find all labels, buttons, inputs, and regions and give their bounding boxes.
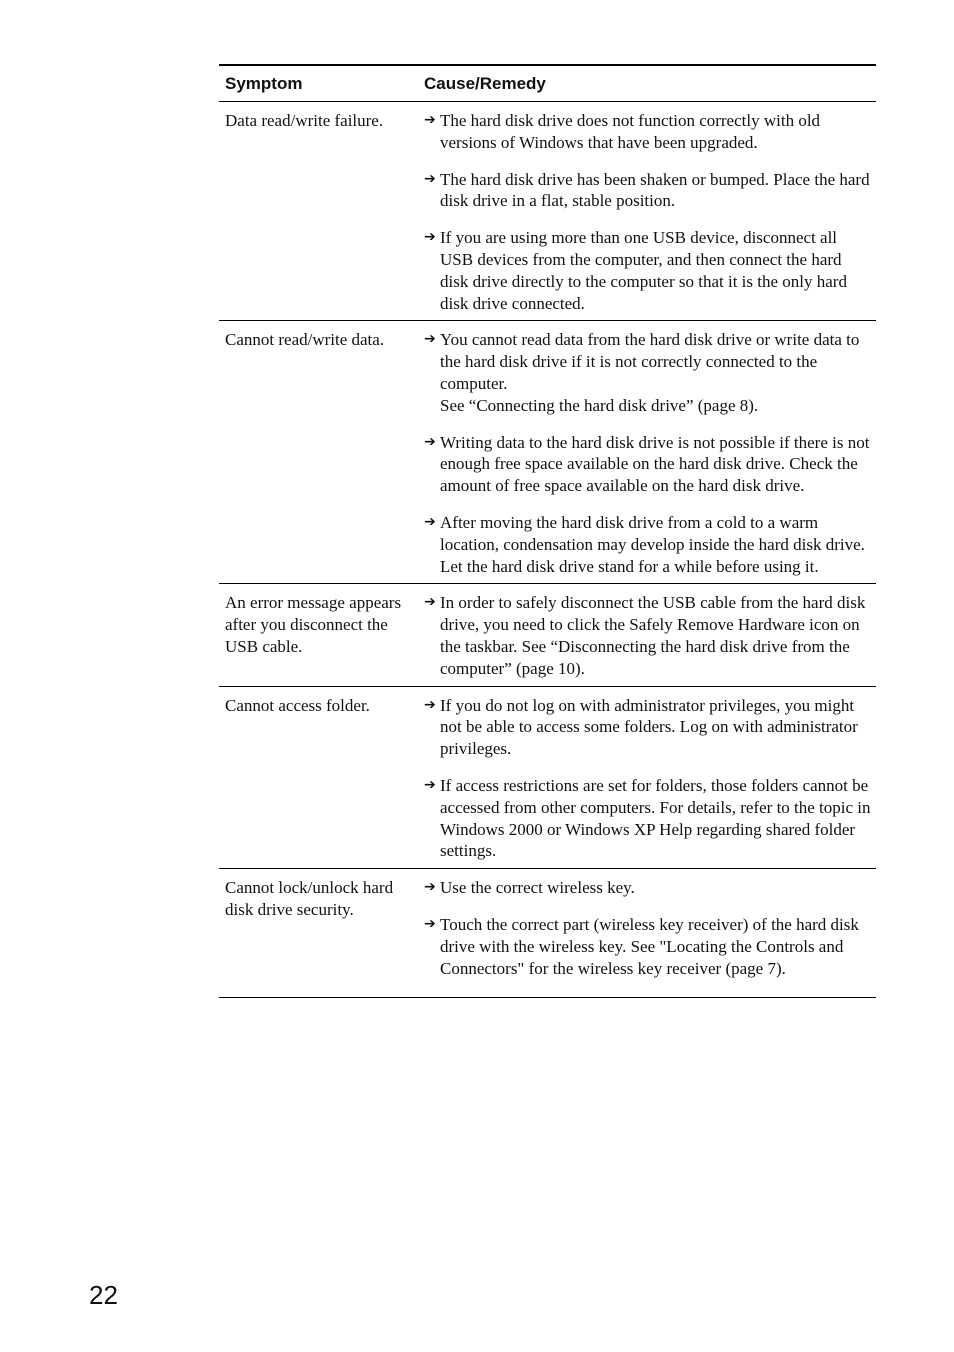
remedy-item — [424, 695, 874, 760]
remedy-text: If you are using more than one USB device, disconnect all USB devices from the computer, and then connect the hard disk drive directly to the computer so that it is the only hard disk drive connected. — [440, 228, 847, 313]
remedy-cell — [418, 102, 876, 321]
arrow-right-icon: ➔ — [424, 331, 436, 348]
remedy-text: If access restrictions are set for folders, those folders cannot be accessed from other computers. For details, refer to the topic in Windows 2000 or Windows XP Help regarding shared folder settings. — [440, 775, 871, 861]
remedy-text: The hard disk drive does not function correctly with old versions of Windows that have been upgraded. — [440, 111, 821, 152]
symptom-cell: An error message appears after you disconnect the USB cable. — [219, 584, 418, 686]
remedy-item — [424, 432, 874, 497]
remedy-cell — [418, 869, 876, 998]
arrow-right-icon: ➔ — [424, 112, 436, 128]
remedy-item — [424, 329, 874, 416]
table-row — [219, 321, 876, 584]
remedy-text: Use the correct wireless key. — [440, 878, 635, 898]
remedy-item — [424, 110, 874, 154]
remedy-item — [424, 227, 874, 314]
arrow-right-icon: ➔ — [424, 696, 436, 713]
remedy-item — [424, 512, 874, 577]
symptom-cell: Cannot lock/unlock hard disk drive security. — [219, 869, 418, 998]
remedy-cell — [418, 321, 876, 584]
arrow-right-icon: ➔ — [424, 170, 436, 187]
remedy-item — [424, 775, 874, 862]
cause-remedy-column-header: Cause/Remedy — [418, 65, 876, 102]
arrow-right-icon: ➔ — [424, 879, 436, 896]
page-number: 22 — [89, 1280, 118, 1310]
remedy-page-reference: See “Connecting the hard disk drive” (page 8). — [440, 395, 759, 415]
symptom-column-header: Symptom — [219, 65, 418, 102]
symptom-cell: Cannot read/write data. — [219, 321, 418, 584]
remedy-text: After moving the hard disk drive from a cold to a warm location, condensation may develop inside the hard disk drive. Let the hard disk drive stand for a while before using it. — [440, 512, 865, 576]
arrow-right-icon: ➔ — [424, 513, 436, 530]
remedy-item — [424, 169, 874, 213]
symptom-cell: Cannot access folder. — [219, 686, 418, 869]
arrow-right-icon: ➔ — [424, 915, 436, 932]
table-row — [219, 584, 876, 686]
remedy-item — [424, 592, 874, 679]
arrow-right-icon: ➔ — [424, 433, 436, 450]
symptom-cell: Data read/write failure. — [219, 102, 418, 321]
arrow-right-icon: ➔ — [424, 594, 436, 611]
troubleshooting-table — [219, 64, 876, 998]
remedy-text: In order to safely disconnect the USB cable from the hard disk drive, you need to click the Safely Remove Hardware icon on the taskbar. See “Disconnecting the hard disk drive from the computer” (page 10). — [440, 593, 866, 678]
troubleshooting-table-container — [219, 64, 876, 998]
remedy-item — [424, 877, 874, 899]
remedy-cell — [418, 686, 876, 869]
remedy-text: If you do not log on with administrator privileges, you might not be able to access some folders. Log on with administrator privileges. — [440, 695, 858, 759]
remedy-text: Touch the correct part (wireless key receiver) of the hard disk drive with the wireless key. See "Locating the Controls and Connectors" for the wireless key receiver (page 7). — [440, 914, 859, 978]
table-row — [219, 686, 876, 869]
arrow-right-icon: ➔ — [424, 229, 436, 246]
table-row — [219, 102, 876, 321]
remedy-text: The hard disk drive has been shaken or bumped. Place the hard disk drive in a flat, stable position. — [440, 169, 870, 211]
remedy-cell — [418, 584, 876, 686]
remedy-text: You cannot read data from the hard disk drive or write data to the hard disk drive if it is not correctly connected to the computer. — [440, 330, 860, 393]
remedy-item — [424, 914, 874, 979]
remedy-text: Writing data to the hard disk drive is not possible if there is not enough free space available on the hard disk drive. Check the amount of free space available on the hard disk drive. — [440, 432, 870, 496]
arrow-right-icon: ➔ — [424, 776, 436, 793]
table-row — [219, 869, 876, 998]
table-header-row — [219, 65, 876, 102]
